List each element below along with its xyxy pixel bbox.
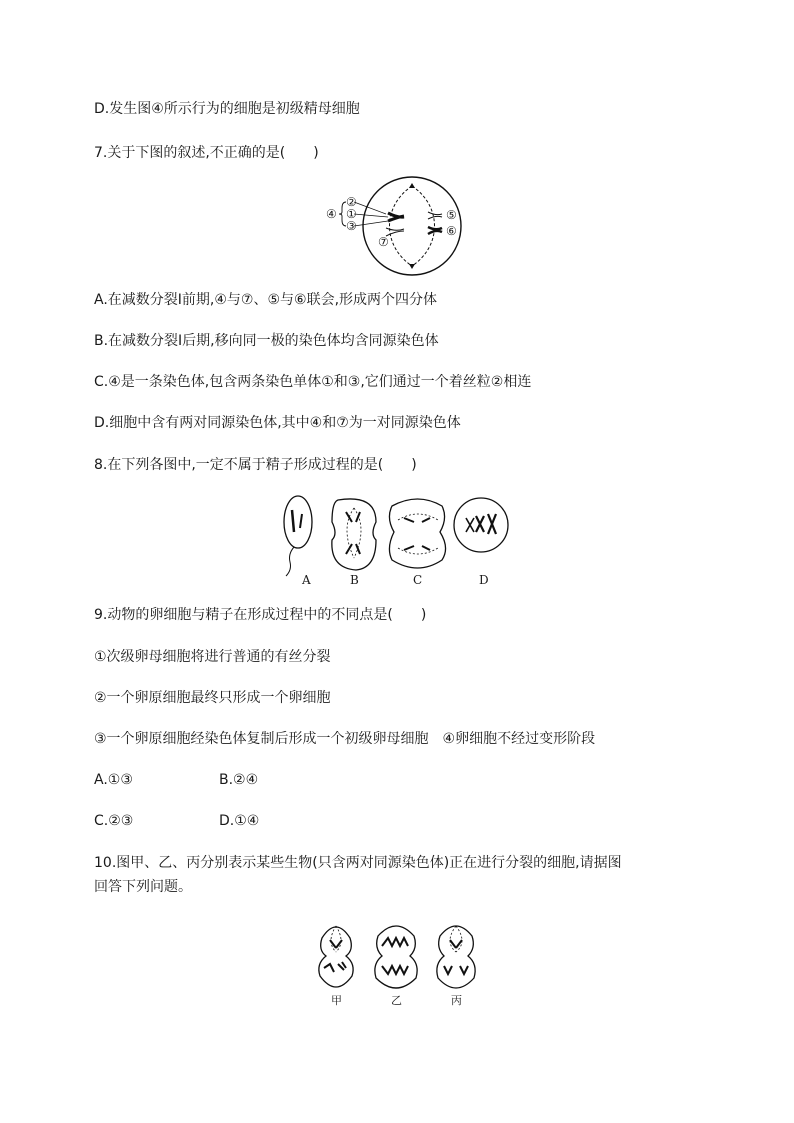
q9-option-d: D.①④: [219, 813, 260, 829]
q8-label-d: D: [479, 573, 489, 587]
q10-label-bing: 丙: [451, 994, 462, 1007]
q7-option-d: D.细胞中含有两对同源染色体,其中④和⑦为一对同源染色体: [94, 415, 461, 431]
q10-label-jia: 甲: [331, 994, 342, 1007]
q9-option-a: A.①③: [94, 772, 133, 788]
q10-figure-jia: [319, 926, 353, 987]
q8-figure-a: [284, 496, 312, 576]
q8-stem: 8.在下列各图中,一定不属于精子形成过程的是( ): [94, 457, 417, 473]
q7-cell-figure: [324, 176, 464, 276]
q7-label-1: ①: [346, 207, 357, 221]
q7-option-b: B.在减数分裂Ⅰ后期,移向同一极的染色体均含同源染色体: [94, 333, 439, 349]
q7-label-5: ⑤: [446, 208, 457, 222]
q7-label-4: ④: [326, 207, 337, 221]
q9-stem: 9.动物的卵细胞与精子在形成过程中的不同点是( ): [94, 607, 427, 623]
q8-figure-d: [454, 498, 508, 552]
q10-figure-yi: [375, 926, 417, 988]
q10-figure-bing: [437, 926, 475, 988]
q9-item-2: ②一个卵原细胞最终只形成一个卵细胞: [94, 690, 331, 706]
q7-stem: 7.关于下图的叙述,不正确的是( ): [94, 145, 319, 161]
q9-option-c: C.②③: [94, 813, 134, 829]
q10-cell-figures: [312, 918, 492, 1010]
q7-option-c: C.④是一条染色体,包含两条染色单体①和③,它们通过一个着丝粒②相连: [94, 374, 532, 390]
q9-option-b: B.②④: [219, 772, 259, 788]
q8-label-c: C: [413, 573, 423, 587]
q7-label-6: ⑥: [446, 224, 457, 238]
q10-stem-line-2: 回答下列问题。: [94, 879, 192, 895]
q6-option-d: D.发生图④所示行为的细胞是初级精母细胞: [94, 101, 360, 117]
q7-label-3: ③: [346, 219, 357, 233]
q9-item-1: ①次级卵母细胞将进行普通的有丝分裂: [94, 649, 331, 665]
q8-figure-b: [332, 499, 376, 570]
q8-label-b: B: [350, 573, 359, 587]
q7-label-2: ②: [346, 195, 357, 209]
q8-figure-c: [389, 499, 445, 568]
q9-item-3-4: ③一个卵原细胞经染色体复制后形成一个初级卵母细胞 ④卵细胞不经过变形阶段: [94, 731, 596, 747]
q7-label-7: ⑦: [378, 235, 389, 249]
q8-cell-figures: [270, 492, 520, 592]
q10-stem-line-1: 10.图甲、乙、丙分别表示某些生物(只含两对同源染色体)正在进行分裂的细胞,请据图: [94, 855, 622, 871]
q7-option-a: A.在减数分裂Ⅰ前期,④与⑦、⑤与⑥联会,形成两个四分体: [94, 292, 438, 308]
q10-label-yi: 乙: [391, 994, 402, 1007]
q8-label-a: A: [302, 573, 311, 587]
